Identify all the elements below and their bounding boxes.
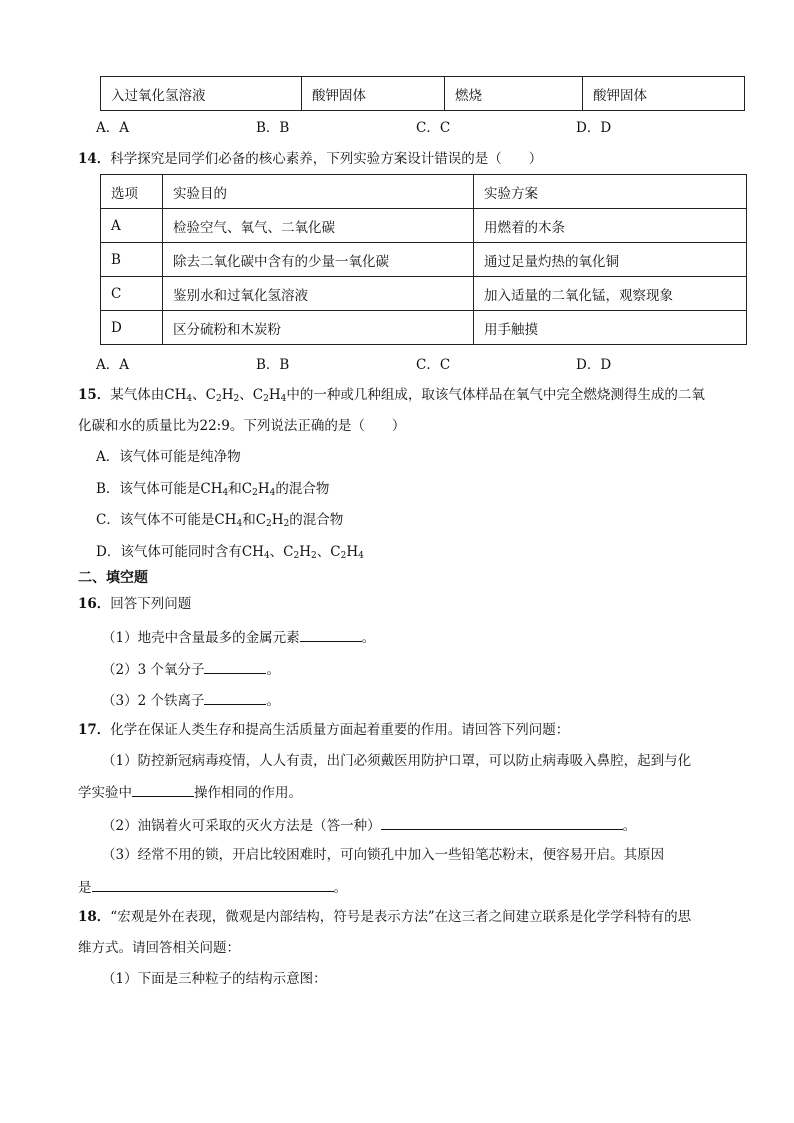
q16-sub3: （3）2 个铁离子 。 [102,690,280,710]
q18-stem-line1: 18．“宏观是外在表现，微观是内部结构，符号是表示方法”在这三者之间建立联系是化学学科特有的思 [78,909,692,925]
table-cell: 鉴别水和过氧化氢溶液 [163,277,474,311]
option-c[interactable]: C．C [416,120,451,136]
table-row [101,311,747,345]
question-number: 14． [78,151,111,167]
option-d[interactable]: D．D [576,120,612,136]
table-cell: 入过氧化氢溶液 [101,77,302,111]
table-cell: D [101,311,163,345]
table-cell: C [101,277,163,311]
q17-sub3-line1: （3）经常不用的锁，开启比较困难时，可向锁孔中加入一些铅笔芯粉末，便容易开启。其原因 [102,847,665,863]
option-b[interactable]: B．B [256,357,290,373]
q13-table-tail [100,76,745,111]
q14-options [96,356,736,374]
table-cell: 除去二氧化碳中含有的少量一氧化碳 [163,243,474,277]
q14-stem [78,150,542,168]
table-cell: 用手触摸 [474,311,747,345]
q15-stem-line2: 化碳和水的质量比为22:9。下列说法正确的是（ ） [78,418,406,434]
table-row [101,209,747,243]
answer-blank[interactable] [132,782,194,797]
answer-blank[interactable] [92,877,334,892]
table-row [101,77,745,111]
q17-sub2: （2）油锅着火可采取的灭火方法是（答一种） 。 [102,815,636,835]
answer-blank[interactable] [204,659,266,674]
table-cell: 燃烧 [445,77,583,111]
question-text: 科学探究是同学们必备的核心素养，下列实验方案设计错误的是（ ） [110,151,543,167]
option-a[interactable]: A．A [96,357,129,373]
question-number: 18． [78,909,111,925]
option-d[interactable]: D．D [576,357,612,373]
table-cell: A [101,209,163,243]
table-row [101,277,747,311]
option-b[interactable]: B．B [256,120,290,136]
table-header-cell: 实验目的 [163,175,474,209]
table-header-cell: 选项 [101,175,163,209]
q16-sub2: （2）3 个氧分子 。 [102,659,280,679]
option-a[interactable]: A．A [96,120,129,136]
question-number: 15． [78,387,111,403]
table-cell: 通过足量灼热的氧化铜 [474,243,747,277]
table-header-cell: 实验方案 [474,175,747,209]
question-number: 16． [78,596,111,612]
q16-sub1: （1）地壳中含量最多的金属元素 。 [102,627,375,647]
answer-blank[interactable] [381,815,623,830]
q15-stem-line1: 15．某气体由$CH_4$、$C_2H_2$、$C_2H_4$中的一种或几种组成，取该气体样品在氧气中完全燃烧测得生成的二氧 [78,387,705,404]
table-row [101,243,747,277]
q18-sub1: （1）下面是三种粒子的结构示意图： [102,971,327,987]
question-number: 17． [78,722,111,738]
q17-sub3-line2: 是 。 [78,877,347,897]
q15-option-c[interactable]: C．该气体不可能是$CH_4$和$C_2H_2$的混合物 [96,512,344,529]
table-header-row [101,175,747,209]
table-cell: 检验空气、氧气、二氧化碳 [163,209,474,243]
q15-option-b[interactable]: B．该气体可能是$CH_4$和$C_2H_4$的混合物 [96,481,330,498]
table-cell: 酸钾固体 [302,77,445,111]
q15-option-a[interactable]: A．该气体可能是纯净物 [96,449,241,465]
table-cell: B [101,243,163,277]
table-cell: 区分硫粉和木炭粉 [163,311,474,345]
section-heading: 二、填空题 [78,570,148,586]
q17-stem: 17．化学在保证人类生存和提高生活质量方面起着重要的作用。请回答下列问题： [78,722,570,738]
answer-blank[interactable] [204,690,266,705]
q15-option-d[interactable]: D．该气体可能同时含有$CH_4$、$C_2H_2$、$C_2H_4$ [96,544,364,561]
option-c[interactable]: C．C [416,357,451,373]
table-cell: 用燃着的木条 [474,209,747,243]
q13-options [96,119,736,137]
answer-blank[interactable] [300,627,362,642]
q16-stem: 16．回答下列问题 [78,596,192,612]
q17-sub1-line2: 学实验中 操作相同的作用。 [78,782,302,802]
q14-table [100,174,747,345]
table-cell: 酸钾固体 [583,77,745,111]
q18-stem-line2: 维方式。请回答相关问题： [78,940,240,956]
q17-sub1-line1: （1）防控新冠病毒疫情，人人有责，出门必须戴医用防护口罩，可以防止病毒吸入鼻腔，起到与化 [102,753,692,769]
table-cell: 加入适量的二氧化锰，观察现象 [474,277,747,311]
